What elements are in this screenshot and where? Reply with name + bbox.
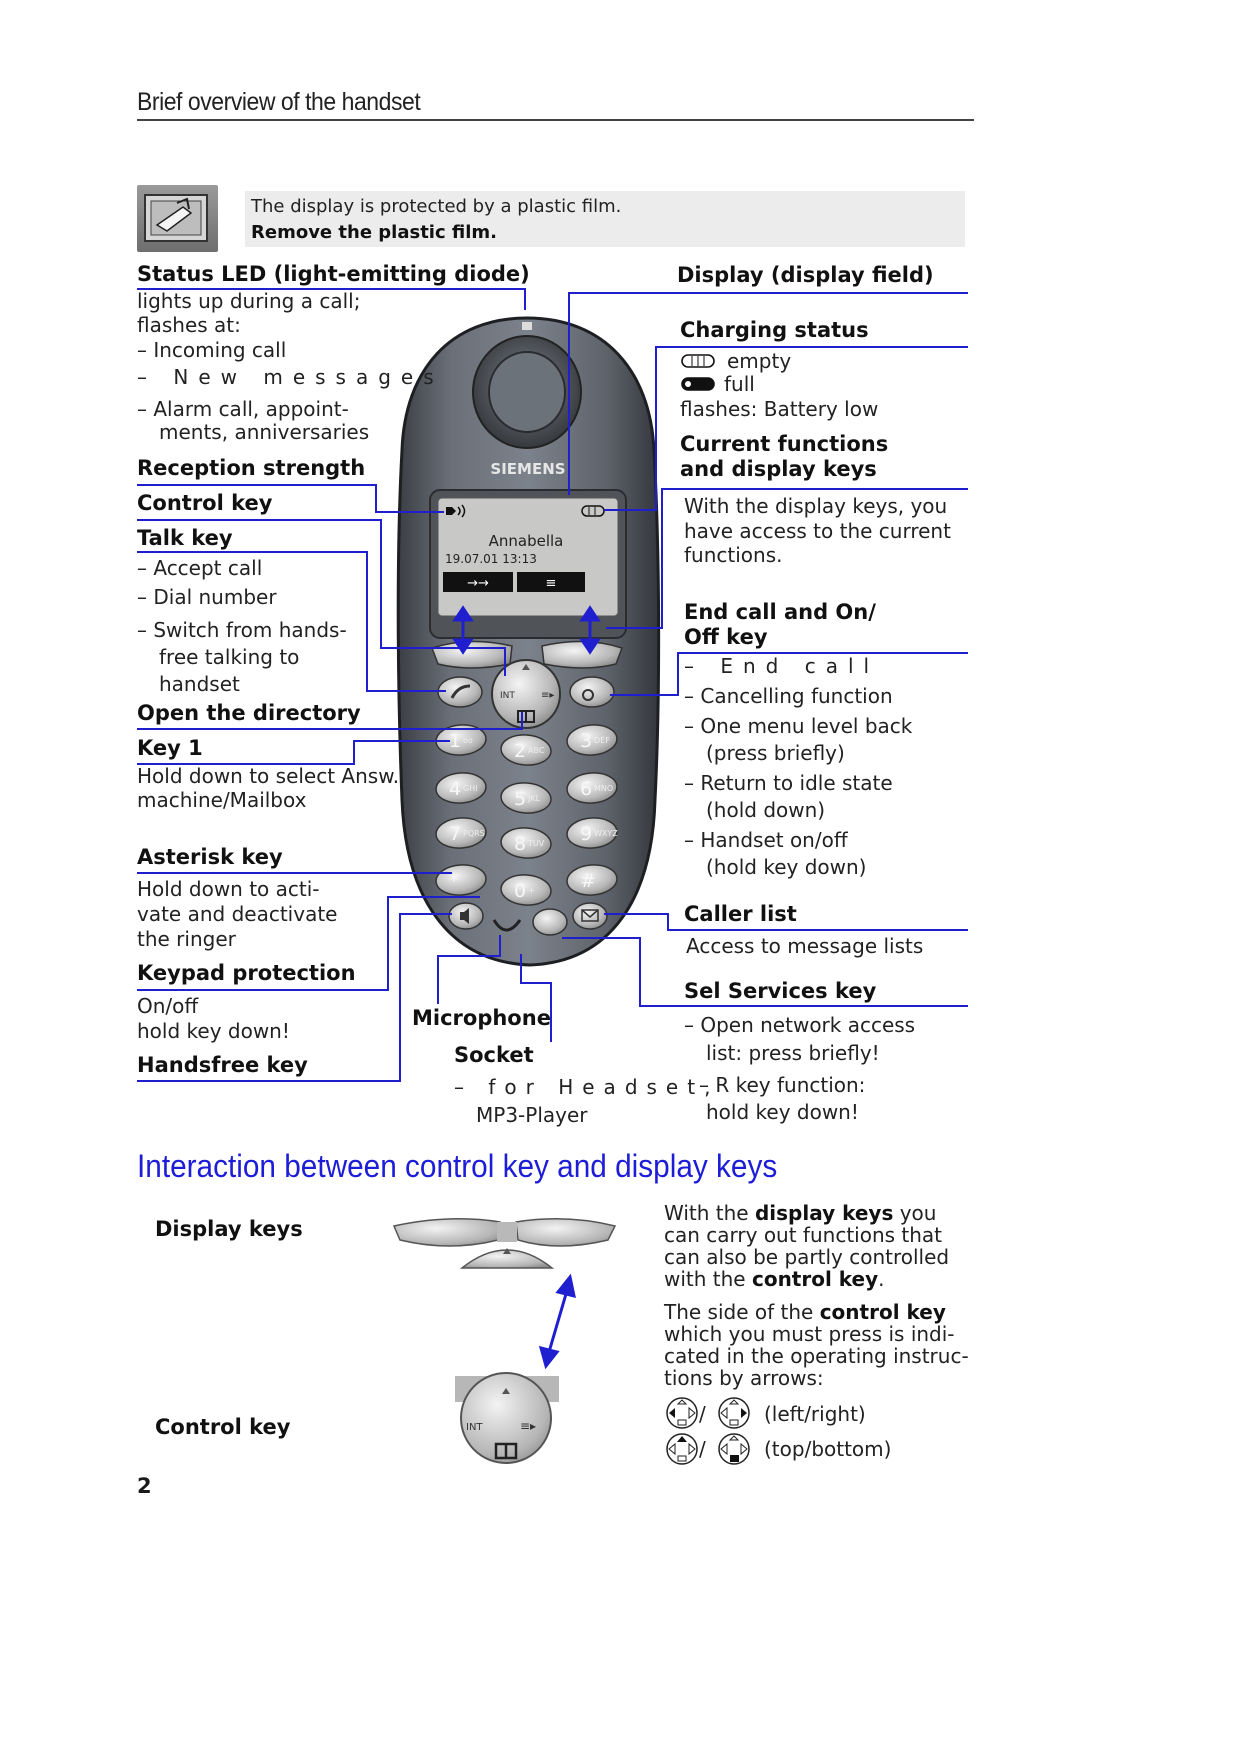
functions-desc-1: With the display keys, you [684, 494, 948, 518]
notice-instruction: Remove the plastic film. [251, 222, 498, 243]
functions-desc-3: functions. [684, 543, 783, 567]
key1-desc-2: machine/Mailbox [137, 788, 307, 812]
p1-line-3: can also be partly controlled [664, 1245, 950, 1269]
key-letters-label: MNO [594, 784, 614, 793]
key-digit-label: # [580, 870, 596, 892]
end-call-desc-3: – One menu level back [684, 714, 913, 738]
p1-line-2: can carry out functions that [664, 1223, 943, 1247]
paragraph-2 [664, 1301, 969, 1389]
p2-text-a: The side of the [664, 1300, 820, 1324]
key-letters-label: WXYZ [594, 829, 618, 838]
key-letters-label: DEF [594, 736, 610, 745]
navigation-arrow-icons [664, 1394, 774, 1468]
status-led-desc-5: – Alarm call, appoint- [137, 397, 349, 421]
screen-name: Annabella [488, 532, 564, 550]
status-led-label: Status LED (light-emitting diode) [137, 262, 530, 286]
services-desc-4: hold key down! [706, 1100, 859, 1124]
interaction-illustration [390, 1210, 630, 1480]
asterisk-desc-3: the ringer [137, 927, 236, 951]
keypad-desc-1: On/off [137, 994, 199, 1018]
keypad-desc-2: hold key down! [137, 1019, 290, 1043]
end-call-label-2: Off key [684, 625, 768, 649]
status-led-desc-2: flashes at: [137, 313, 241, 337]
key-digit-label: 3 [580, 730, 593, 752]
status-led-desc-4: – New messages [137, 365, 444, 389]
talk-key-desc-5: handset [159, 672, 240, 696]
end-call-desc-7: – Handset on/off [684, 828, 848, 852]
end-call-desc-6: (hold down) [706, 798, 826, 822]
charging-empty-text: empty [727, 349, 792, 373]
key-digit-label: 2 [514, 740, 527, 762]
paragraph-1 [664, 1202, 949, 1290]
p1-text-a: With the [664, 1201, 755, 1225]
p2-bold-control-key: control key [819, 1300, 946, 1324]
p1-text-f: with the [664, 1267, 752, 1291]
end-call-desc-8: (hold key down) [706, 855, 867, 879]
p1-bold-display-keys: display keys [754, 1201, 894, 1225]
screen-datetime: 19.07.01 13:13 [445, 552, 537, 566]
talk-key-desc-1: – Accept call [137, 556, 263, 580]
arrow-separator-2: / [699, 1437, 706, 1461]
nav-int-label: INT [500, 691, 515, 701]
status-led-desc-3: – Incoming call [137, 338, 287, 362]
services-desc-1: – Open network access [684, 1013, 916, 1037]
key-digit-label: 5 [514, 788, 527, 810]
key-digit-label: 7 [449, 823, 462, 845]
asterisk-key-label: Asterisk key [137, 845, 283, 869]
arrows-left-right-text: (left/right) [764, 1402, 866, 1426]
reception-strength-label: Reception strength [137, 456, 366, 480]
display-key-left-illus [394, 1219, 500, 1246]
p1-text-h: . [878, 1267, 885, 1291]
key-digit-label: 4 [449, 778, 462, 800]
socket-desc-2: MP3-Player [476, 1103, 588, 1127]
display-keys-caption: Display keys [155, 1217, 303, 1241]
control-int-label: INT [466, 1422, 483, 1433]
battery-empty-icon [681, 353, 717, 373]
key1-desc-1: Hold down to select Answ. [137, 764, 400, 788]
softkey-left-label: →→ [467, 576, 489, 591]
key-digit-label: * [449, 870, 459, 892]
arrow-top-icon [677, 1436, 687, 1442]
caller-list-label: Caller list [684, 902, 797, 926]
notice-text: The display is protected by a plastic film. [251, 196, 622, 217]
key-digit-label: 6 [580, 778, 593, 800]
p1-bold-control-key: control key [751, 1267, 879, 1291]
control-key-label: Control key [137, 491, 273, 515]
softkey-right-label: ≡ [545, 576, 557, 591]
key-letters-label: + [528, 886, 535, 895]
charging-status-label: Charging status [680, 318, 869, 342]
charging-full-text: full [724, 372, 755, 396]
talk-key-desc-4: free talking to [159, 645, 300, 669]
socket-label: Socket [454, 1043, 534, 1067]
talk-key-desc-2: – Dial number [137, 585, 277, 609]
key-letters-label: ABC [528, 746, 545, 755]
microphone-label: Microphone [412, 1006, 551, 1030]
end-call-desc-1: – End call [684, 654, 880, 678]
talk-key-label: Talk key [137, 526, 233, 550]
p1-text-c: you [893, 1201, 937, 1225]
key-letters-label: TUV [528, 839, 545, 848]
key-letters-label: oo [463, 736, 473, 745]
battery-full-icon [681, 376, 717, 396]
page-header-title: Brief overview of the handset [137, 88, 421, 116]
p2-line-4: tions by arrows: [664, 1366, 824, 1390]
status-led-desc-6: ments, anniversaries [159, 420, 370, 444]
p2-line-2: which you must press is indi- [664, 1322, 955, 1346]
key-digit-label: 0 [514, 880, 527, 902]
services-key-label: Sel Services key [684, 979, 877, 1003]
key-letters-label: GHI [463, 784, 478, 793]
arrow-separator-1: / [699, 1402, 706, 1426]
end-call-desc-5: – Return to idle state [684, 771, 893, 795]
arrow-right-icon [741, 1408, 747, 1418]
key-digit-label: 8 [514, 833, 527, 855]
caller-list-desc: Access to message lists [686, 934, 924, 958]
key-digit-label: 1 [449, 730, 462, 752]
asterisk-desc-2: vate and deactivate [137, 902, 338, 926]
arrow-left-icon [669, 1408, 675, 1418]
services-desc-2: list: press briefly! [706, 1041, 880, 1065]
end-call-desc-2: – Cancelling function [684, 684, 893, 708]
svg-text:≡▸: ≡▸ [541, 690, 555, 701]
socket-desc-1: – for Headset, [454, 1075, 720, 1099]
key-letters-label: PQRS [463, 829, 485, 838]
functions-desc-2: have access to the current [684, 519, 951, 543]
control-key-caption: Control key [155, 1415, 291, 1439]
display-key-right-illus [516, 1219, 615, 1246]
end-call-desc-4: (press briefly) [706, 741, 845, 765]
status-led-desc-1: lights up during a call; [137, 289, 361, 313]
display-label: Display (display field) [677, 263, 934, 287]
directory-label: Open the directory [137, 701, 361, 725]
asterisk-desc-1: Hold down to acti- [137, 877, 320, 901]
page-number: 2 [137, 1474, 152, 1498]
end-call-label-1: End call and On/ [684, 600, 876, 624]
double-arrow-icon [541, 1277, 574, 1366]
keypad-protection-label: Keypad protection [137, 961, 356, 985]
functions-label-2: and display keys [680, 457, 877, 481]
functions-label-1: Current functions [680, 432, 889, 456]
services-desc-3: – R key function: [699, 1073, 866, 1097]
svg-text:≡▸: ≡▸ [520, 1419, 537, 1433]
key-digit-label: 9 [580, 823, 593, 845]
key-letters-label: JKL [528, 794, 541, 803]
arrow-bottom-icon [730, 1455, 739, 1462]
handsfree-key-label: Handsfree key [137, 1053, 308, 1077]
p2-line-3: cated in the operating instruc- [664, 1344, 969, 1368]
brand-logo: SIEMENS [490, 460, 566, 478]
key1-label: Key 1 [137, 736, 203, 760]
talk-key-desc-3: – Switch from hands- [137, 618, 347, 642]
charging-low-text: flashes: Battery low [680, 397, 879, 421]
section-heading: Interaction between control key and display keys [137, 1148, 778, 1184]
arrows-top-bottom-text: (top/bottom) [764, 1437, 892, 1461]
